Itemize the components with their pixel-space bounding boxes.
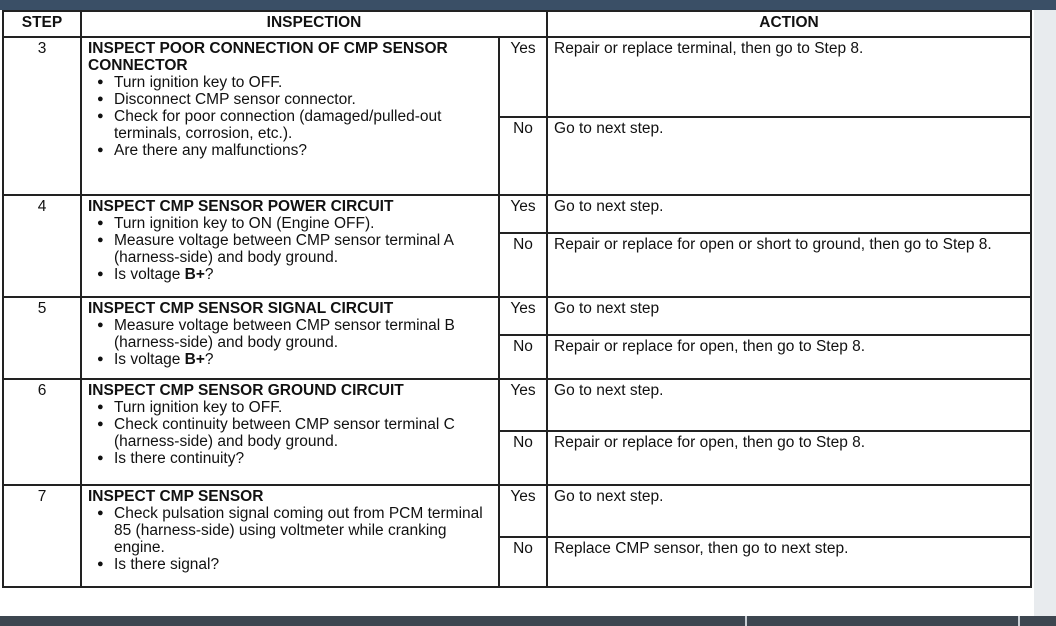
no-action: Go to next step.: [547, 117, 1031, 195]
yes-label: Yes: [499, 485, 547, 537]
step-number: 5: [3, 297, 81, 379]
no-action: Repair or replace for open or short to ground, then go to Step 8.: [547, 233, 1031, 297]
bullet-item: [114, 351, 492, 368]
inspection-title: INSPECT CMP SENSOR POWER CIRCUIT: [88, 198, 394, 215]
bottom-frame-bar: [0, 616, 1056, 626]
bullet-item: ● Are there any malfunctions?: [114, 142, 492, 159]
step-number: 6: [3, 379, 81, 485]
yes-label: Yes: [499, 379, 547, 431]
yes-action: Go to next step.: [547, 195, 1031, 233]
header-action: ACTION: [547, 11, 1031, 37]
step-number: 3: [3, 37, 81, 195]
document-page: [0, 10, 1034, 616]
no-action: Repair or replace for open, then go to Step 8.: [547, 431, 1031, 485]
inspection-title: INSPECT CMP SENSOR: [88, 488, 264, 505]
inspection-cell: [81, 485, 499, 587]
yes-action: Repair or replace terminal, then go to Step 8.: [547, 37, 1031, 117]
step-number: 7: [3, 485, 81, 587]
no-label: No: [499, 431, 547, 485]
bullet-item: ● Disconnect CMP sensor connector.: [114, 91, 492, 108]
question-text: Is voltage: [114, 266, 185, 283]
table-row: [3, 485, 1031, 537]
yes-action: Go to next step: [547, 297, 1031, 335]
bullet-item: ● Turn ignition key to OFF.: [114, 399, 492, 416]
right-margin: [1034, 10, 1056, 616]
inspection-bullets: [88, 215, 492, 283]
top-frame-bar: [0, 0, 1056, 10]
yes-label: Yes: [499, 297, 547, 335]
question-value: B+: [184, 266, 205, 283]
no-label: No: [499, 233, 547, 297]
inspection-title: INSPECT CMP SENSOR SIGNAL CIRCUIT: [88, 300, 394, 317]
table-row: [3, 297, 1031, 335]
yes-label: Yes: [499, 195, 547, 233]
no-action: Repair or replace for open, then go to Step 8.: [547, 335, 1031, 379]
bullet-item: ● Turn ignition key to ON (Engine OFF).: [114, 215, 492, 232]
question-text: Is voltage: [114, 351, 185, 368]
inspection-title: INSPECT CMP SENSOR GROUND CIRCUIT: [88, 382, 404, 399]
bullet-item: ● Turn ignition key to OFF.: [114, 74, 492, 91]
table-row: [3, 379, 1031, 431]
table-row: [3, 195, 1031, 233]
inspection-cell: [81, 195, 499, 297]
inspection-bullets: [88, 399, 492, 467]
inspection-cell: [81, 297, 499, 379]
table-header-row: [3, 11, 1031, 37]
question-suffix: ?: [204, 351, 214, 368]
yes-label: Yes: [499, 37, 547, 117]
bullet-item: ● Measure voltage between CMP sensor terminal A (harness-side) and body ground.: [114, 232, 492, 266]
bullet-item: ● Measure voltage between CMP sensor terminal B (harness-side) and body ground.: [114, 317, 492, 351]
bullet-item: ● Check for poor connection (damaged/pulled-out terminals, corrosion, etc.).: [114, 108, 492, 142]
inspection-bullets: [88, 74, 492, 159]
no-label: No: [499, 335, 547, 379]
yes-action: Go to next step.: [547, 379, 1031, 431]
header-inspection: INSPECTION: [81, 11, 547, 37]
inspection-cell: [81, 379, 499, 485]
yes-action: Go to next step.: [547, 485, 1031, 537]
inspection-bullets: [88, 317, 492, 368]
bullet-item: [114, 266, 492, 283]
table-row: [3, 37, 1031, 117]
no-label: No: [499, 117, 547, 195]
inspection-cell: [81, 37, 499, 195]
inspection-bullets: [88, 505, 492, 573]
bullet-item: ● Is there continuity?: [114, 450, 492, 467]
step-number: 4: [3, 195, 81, 297]
bullet-item: ● Check continuity between CMP sensor terminal C (harness-side) and body ground.: [114, 416, 492, 450]
bottom-divider: [1018, 616, 1020, 626]
bottom-divider: [745, 616, 747, 626]
question-suffix: ?: [204, 266, 214, 283]
question-value: B+: [184, 351, 205, 368]
bullet-item: ● Check pulsation signal coming out from PCM terminal 85 (harness-side) using voltmeter while cranking engine.: [114, 505, 492, 556]
bullet-item: ● Is there signal?: [114, 556, 492, 573]
no-action: Replace CMP sensor, then go to next step.: [547, 537, 1031, 587]
no-label: No: [499, 537, 547, 587]
troubleshooting-table: [2, 10, 1032, 588]
header-step: STEP: [3, 11, 81, 37]
inspection-title: INSPECT POOR CONNECTION OF CMP SENSOR CONNECTOR: [88, 40, 448, 74]
